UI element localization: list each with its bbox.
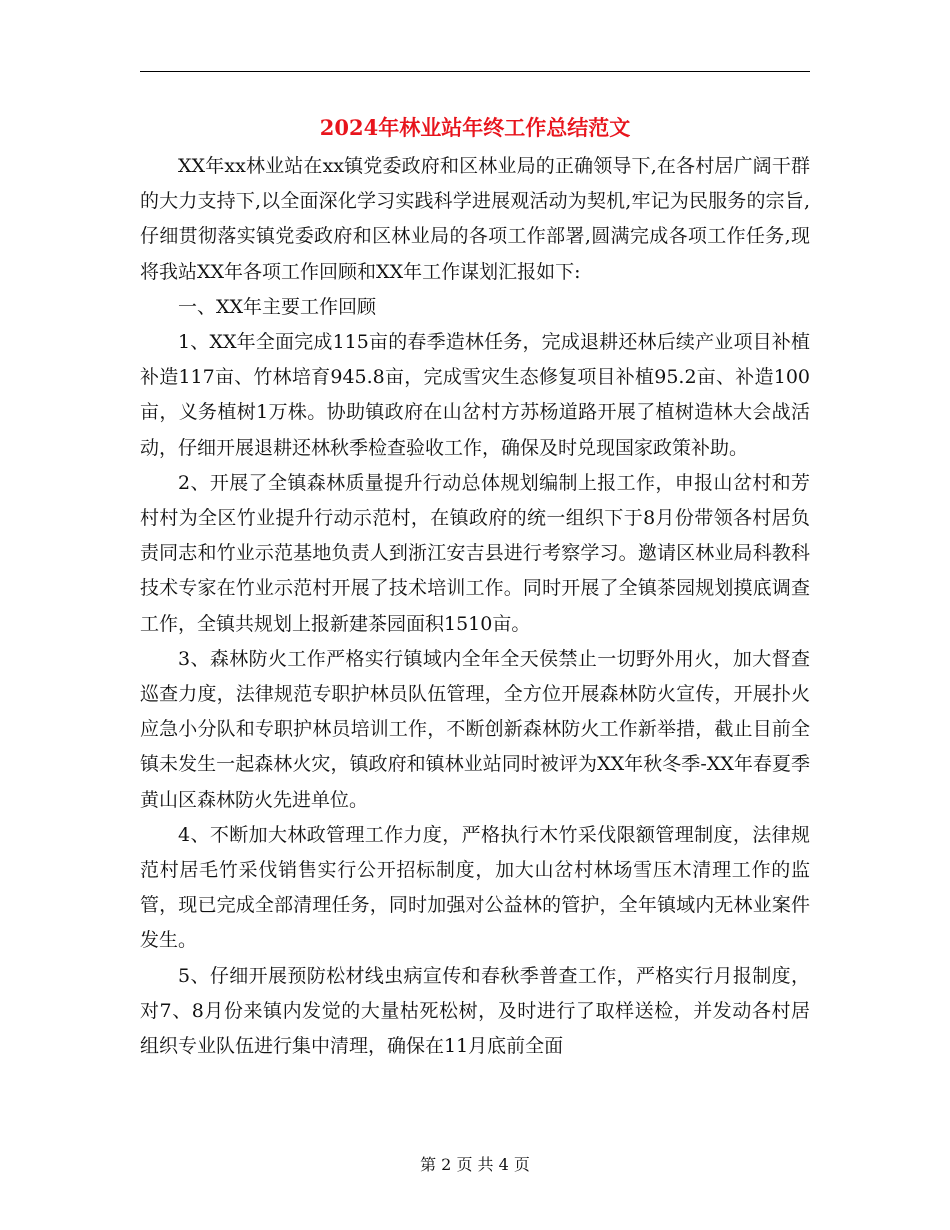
work-item-2: 2、开展了全镇森林质量提升行动总体规划编制上报工作，申报山岔村和芳村村为全区竹业提升行动示范村，在镇政府的统一组织下于8月份带领各村居负责同志和竹业示范基地负责人到浙江安吉县进行考察学习。邀请区林业局科教科技术专家在竹业示范村开展了技术培训工作。同时开展了全镇茶园规划摸底调查工作，全镇共规划上报新建茶园面积1510亩。 — [140, 471, 810, 635]
work-item-4: 4、不断加大林政管理工作力度，严格执行木竹采伐限额管理制度，法律规范村居毛竹采伐销售实行公开招标制度，加大山岔村林场雪压木清理工作的监管，现已完成全部清理任务，同时加强对公益林的管护，全年镇域内无林业案件发生。 — [140, 823, 810, 952]
document-title: 2024年林业站年终工作总结范文 — [319, 115, 631, 140]
document-body — [140, 149, 810, 1064]
header-rule — [140, 71, 810, 72]
section-heading: 一、XX年主要工作回顾 — [178, 295, 377, 318]
work-item-5: 5、仔细开展预防松材线虫病宣传和春秋季普查工作，严格实行月报制度，对7、8月份来镇内发觉的大量枯死松树，及时进行了取样送检，并发动各村居组织专业队伍进行集中清理，确保在11月底前全面 — [140, 964, 810, 1058]
page-number-footer: 第 2 页 共 4 页 — [420, 1155, 530, 1174]
work-item-1: 1、XX年全面完成115亩的春季造林任务，完成退耕还林后续产业项目补植补造117亩、竹林培育945.8亩，完成雪灾生态修复项目补植95.2亩、补造100亩，义务植树1万株。协助镇政府在山岔村方苏杨道路开展了植树造林大会战活动，仔细开展退耕还林秋季检查验收工作，确保及时兑现国家政策补助。 — [140, 331, 810, 459]
intro-paragraph: XX年xx林业站在xx镇党委政府和区林业局的正确领导下,在各村居广阔干群的大力支持下,以全面深化学习实践科学进展观活动为契机,牢记为民服务的宗旨,仔细贯彻落实镇党委政府和区林业局的各项工作部署,圆满完成各项工作任务,现将我站XX年各项工作回顾和XX年工作谋划汇报如下: — [140, 155, 810, 283]
work-item-3: 3、森林防火工作严格实行镇域内全年全天侯禁止一切野外用火，加大督查巡查力度，法律规范专职护林员队伍管理，全方位开展森林防火宣传，开展扑火应急小分队和专职护林员培训工作，不断创新森林防火工作新举措，截止目前全镇未发生一起森林火灾，镇政府和镇林业站同时被评为XX年秋冬季-XX年春夏季黄山区森林防火先进单位。 — [140, 647, 810, 811]
